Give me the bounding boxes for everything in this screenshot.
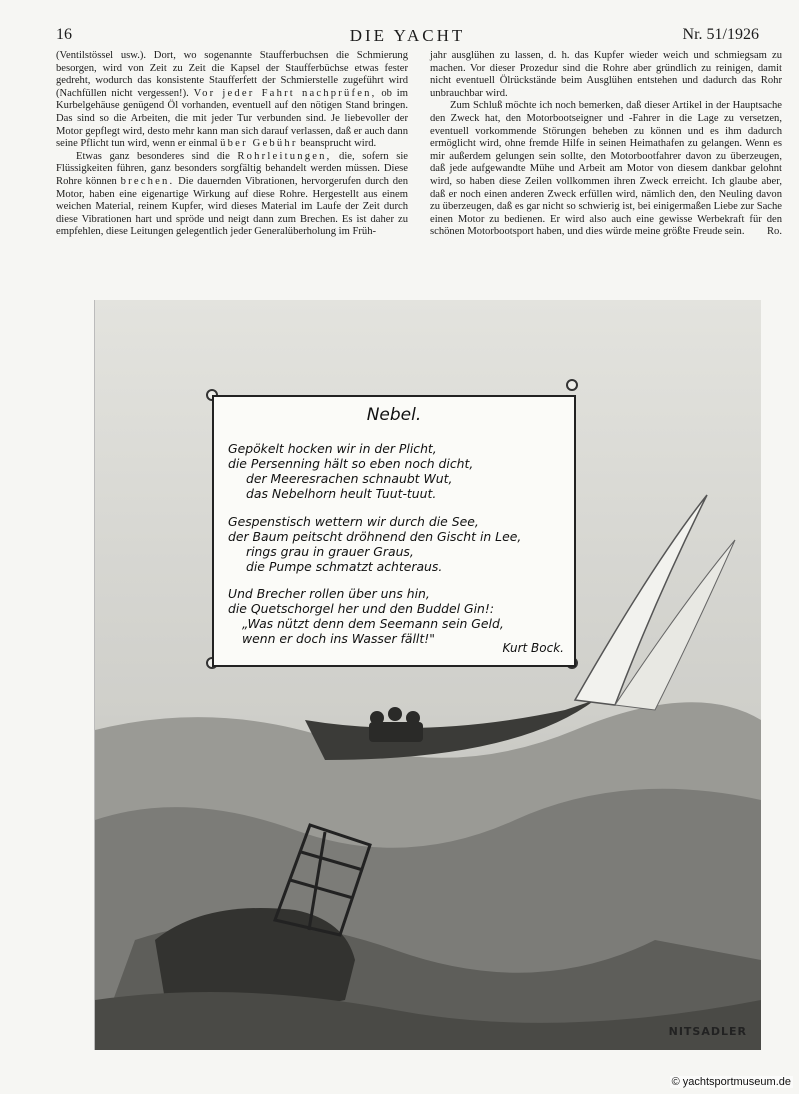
page-header — [56, 26, 759, 48]
painting-illustration — [94, 300, 761, 1050]
article-column-right — [430, 50, 782, 239]
page-number: 16 — [56, 26, 72, 43]
paragraph: Etwas ganz besonderes sind die Rohrleitungen, die, sofern sie Flüssigkeiten führen, ganz besonders sorgfältig behandelt werden müssen. Diese Rohre können brechen. Die dauernden Vibrationen, hervorgerufen durch den Motor, haben eine eigenartige Wirkung auf diese Rohre. Hergestellt aus einem weichen Material, reinem Kupfer, wird dieses Material im Laufe der Zeit durch diese Vibrationen hart und spröde und neigt dann zum Brechen. Es ist daher zu empfehlen, diese Leitungen gelegentlich jeder Generalüberholung im Früh- — [56, 150, 409, 238]
poem-title: Nebel. — [366, 405, 422, 425]
poem-line: der Baum peitscht dröhnend den Gischt in Lee, — [228, 529, 522, 544]
poem-line: rings grau in grauer Graus, — [246, 544, 414, 559]
painter-signature: NITSADLER — [668, 1025, 747, 1038]
poem-line: „Was nützt denn dem Seemann sein Geld, — [242, 616, 504, 631]
poem-line: die Persenning hält so eben noch dicht, — [228, 456, 474, 471]
poem-line: wenn er doch ins Wasser fällt!" — [242, 631, 435, 646]
poem-line: Gepökelt hocken wir in der Plicht, — [228, 441, 437, 456]
paragraph: Zum Schluß möchte ich noch bemerken, daß dieser Artikel in der Hauptsache den Zweck hat, den Motorbootseigner und -Fahrer in die Lage zu versetzen, eventuell vorkommende Störungen beheben zu können und es ihm dadurch ermöglicht wird, ohne fremde Hilfe in seinen Heimathafen zu gelangen. Wenn es mir außerdem gelungen sein sollte, den Motorbootfahrer davon zu überzeugen, daß jede aufgewandte Mühe und Arbeit am Motor von diesem dankbar gelohnt wird, so haben diese Zeilen vollkommen ihren Zweck erreicht. Ich glaube aber, daß er noch einen anderen Zweck erfüllen wird, nämlich den, den Neuling davon zu überzeugen, daß es gar nicht so schwierig ist, bei einigermaßen Liebe zur Sache einen Motor zu bedienen. Er wird also auch eine gewisse Werbekraft für den schönen Motorbootsport haben, und dies würde meine größte Freude sein. Ro. — [430, 100, 782, 238]
poem-stanza — [228, 586, 568, 646]
poem-line: die Quetschorgel her und den Buddel Gin!: — [228, 601, 495, 616]
article-column-left — [56, 50, 408, 239]
magazine-title: DIE YACHT — [349, 26, 466, 45]
poem-stanza — [228, 441, 568, 501]
poem-line: die Pumpe schmatzt achteraus. — [246, 559, 443, 574]
poem-line: der Meeresrachen schnaubt Wut, — [246, 471, 453, 486]
poem-stanza — [228, 514, 568, 574]
issue-number: Nr. 51/1926 — [682, 26, 759, 43]
poem-line: Und Brecher rollen über uns hin, — [228, 586, 430, 601]
poem-author: Kurt Bock. — [502, 641, 564, 655]
paragraph: (Ventilstössel usw.). Dort, wo sogenannte Staufferbuchsen die Schmierung besorgen, wird von Zeit zu Zeit die Kapsel der Staufferbüchse etwas fester gedreht, wodurch das konsistente Staufferfett der Schmierstelle zugeführt wird (Nachfüllen nicht vergessen!). Vor jeder Fahrt nachprüfen, ob im Kurbelgehäuse genügend Öl vorhanden, eventuell auf den nötigen Stand bringen. Das sind so die Arbeiten, die mit jeder Tur verbunden sind. Je liebevoller der Motor gepflegt wird, desto mehr kann man sich darauf verlassen, daß er auch dann seine Pflicht tun wird, wenn er einmal über Gebühr beansprucht wird. — [56, 50, 408, 150]
paragraph: jahr ausglühen zu lassen, d. h. das Kupfer wieder weich und schmiegsam zu machen. Vor dieser Prozedur sind die Rohre aber gründlich zu reinigen, damit nicht eventuell Ölrückstände beim Ausglühen entstehen und dadurch das Rohr unbrauchbar wird. — [430, 50, 782, 99]
poem-line: das Nebelhorn heult Tuut-tuut. — [246, 486, 437, 501]
poem-line: Gespenstisch wettern wir durch die See, — [228, 514, 479, 529]
watermark: © yachtsportmuseum.de — [671, 1076, 791, 1088]
crew — [369, 707, 423, 742]
article-signature: Ro. — [766, 226, 782, 238]
poem-card — [212, 395, 576, 667]
